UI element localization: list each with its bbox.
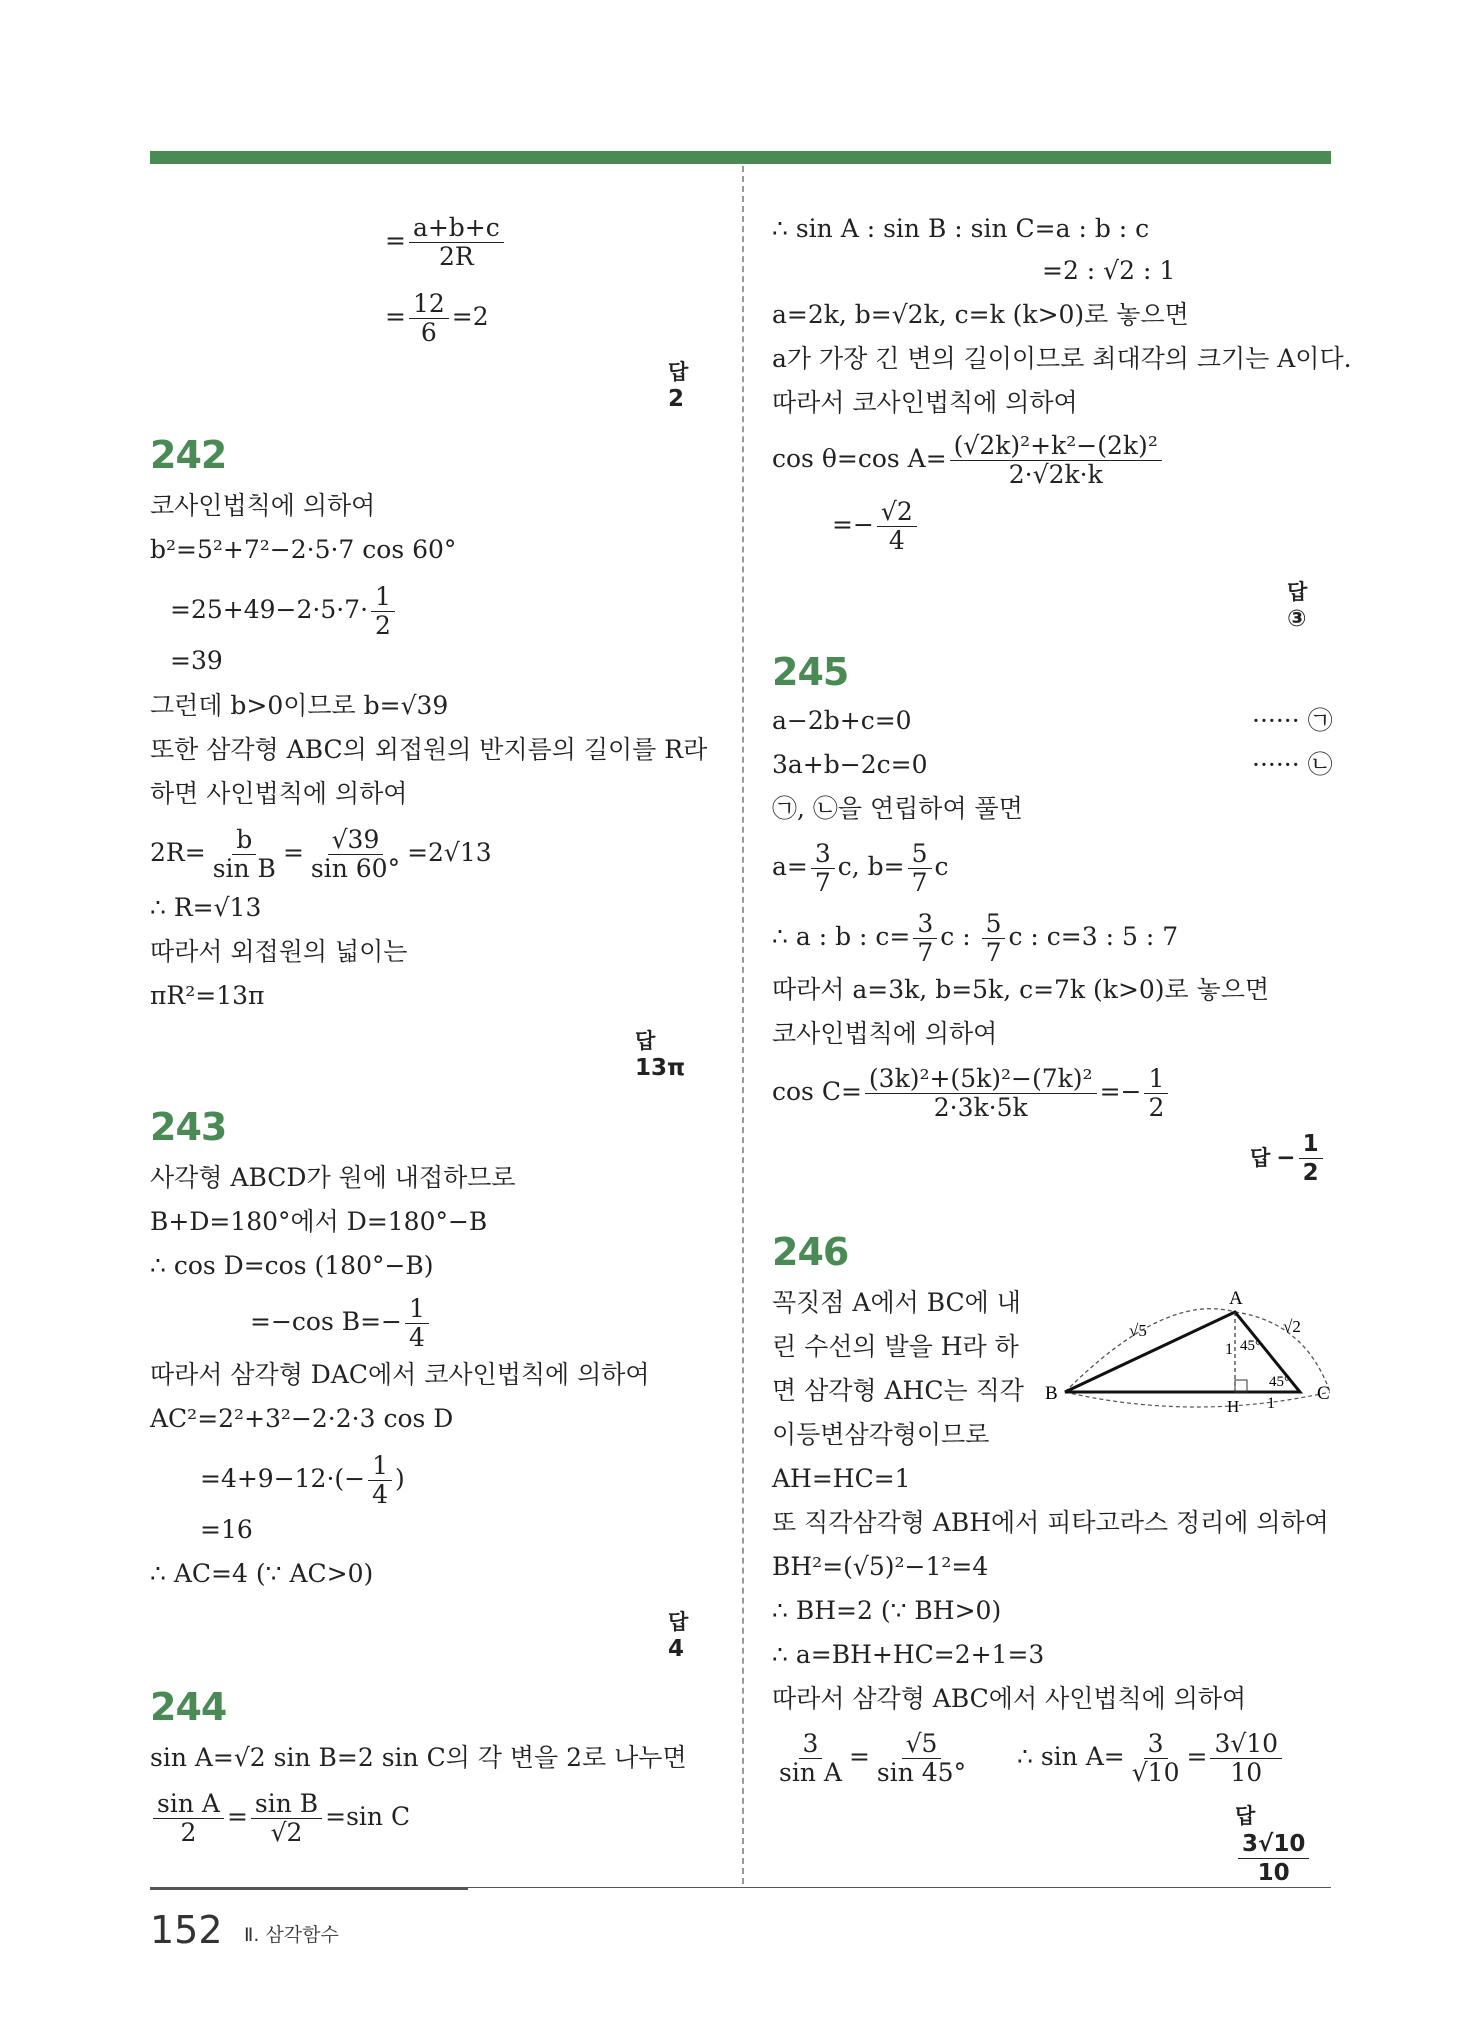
triangle-abc xyxy=(1065,1312,1300,1392)
eq-line: AC²=2²+3²−2·2·3 cos D xyxy=(150,1404,454,1433)
label-ah: 1 xyxy=(1225,1341,1233,1358)
text-line: 따라서 삼각형 ABC에서 사인법칙에 의하여 xyxy=(772,1684,1247,1713)
text-line: 따라서 외접원의 넓이는 xyxy=(150,937,408,966)
answer: 답13π xyxy=(635,1029,686,1081)
eq-line: 2R= $\frac{b}{\text{sin B}}$ = $\frac{√39}{\sin 60^\circ}$ =2√13 xyxy=(150,825,492,883)
label-hc: 1 xyxy=(1267,1395,1275,1412)
eq-line: ∴ BH=2 (∵ BH>0) xyxy=(772,1596,1002,1625)
triangle-figure xyxy=(1045,1282,1335,1412)
answer: 답 $\frac{3√10}{10}$ xyxy=(1235,1800,1332,1887)
answer: 답2 xyxy=(668,360,689,412)
label-ab: √5 xyxy=(1129,1321,1147,1340)
eq-line: =−cos B=− $\frac{1}{4}$ xyxy=(250,1295,432,1352)
label-h: H xyxy=(1227,1397,1240,1412)
eq-line: =2 : √2 : 1 xyxy=(1042,256,1176,285)
eq-line: = $\frac{a+b+c}{2R}$ xyxy=(385,214,507,271)
eq-line: ∴ cos D=cos (180°−B) xyxy=(150,1251,434,1280)
text-line: 린 수선의 발을 H라 하 xyxy=(772,1332,1019,1361)
label-c: C xyxy=(1317,1383,1330,1404)
eq-tag: ······ ㉠ xyxy=(1252,706,1333,735)
text-line: 따라서 삼각형 DAC에서 코사인법칙에 의하여 xyxy=(150,1360,650,1389)
page-number: 152 xyxy=(150,1908,223,1952)
right-angle-mark xyxy=(1235,1380,1247,1392)
label-ac: √2 xyxy=(1283,1317,1301,1336)
label-angle-a: 45° xyxy=(1240,1338,1261,1354)
column-divider xyxy=(742,166,744,1884)
eq-line: = $\frac{12}{6}$ =2 xyxy=(385,289,489,347)
text-line: 사각형 ABCD가 원에 내접하므로 xyxy=(150,1163,516,1192)
eq-line: a−2b+c=0 xyxy=(772,706,912,735)
problem-number: 245 xyxy=(772,650,849,694)
problem-number: 246 xyxy=(772,1230,849,1274)
eq-line: =16 xyxy=(200,1515,253,1544)
eq-line: ∴ R=√13 xyxy=(150,893,262,922)
eq-line: ∴ a : b : c= $\frac{3}{7}$ c : $\frac{5}{7}$ c : c=3 : 5 : 7 xyxy=(772,909,1179,967)
text-line: 또한 삼각형 ABC의 외접원의 반지름의 길이를 R라 xyxy=(150,735,708,764)
text-line: 면 삼각형 AHC는 직각 xyxy=(772,1376,1024,1405)
header-bar xyxy=(150,151,1331,164)
eq-line: =39 xyxy=(170,646,223,675)
arc-bc xyxy=(1065,1392,1330,1407)
text-line: 하면 사인법칙에 의하여 xyxy=(150,779,408,808)
eq-line: a= $\frac{3}{7}$ c, b= $\frac{5}{7}$ c xyxy=(772,839,949,897)
eq-line: sin A=√2 sin B=2 sin C의 각 변을 2로 나누면 xyxy=(150,1743,687,1772)
eq-line: $\frac{3}{\text{sin A}}$ = $\frac{√5}{\sin 45^\circ}$ xyxy=(779,1729,967,1787)
eq-line: a=2k, b=√2k, c=k (k>0)로 놓으면 xyxy=(772,300,1189,329)
footer-rule-thick xyxy=(150,1887,468,1890)
eq-line: AH=HC=1 xyxy=(772,1464,911,1493)
eq-line: =− $\frac{√2}{4}$ xyxy=(832,498,920,555)
eq-line: ∴ sin A= $\frac{3}{√10}$ = $\frac{3√10}{10}$ xyxy=(1017,1730,1285,1787)
problem-number: 244 xyxy=(150,1685,227,1729)
eq-line: πR²=13π xyxy=(150,981,265,1010)
eq-line: ∴ a=BH+HC=2+1=3 xyxy=(772,1640,1045,1669)
eq-line: =25+49−2·5·7· $\frac{1}{2}$ xyxy=(170,583,398,640)
eq-line: b²=5²+7²−2·5·7 cos 60° xyxy=(150,535,457,564)
text-line: ㉠, ㉡을 연립하여 풀면 xyxy=(772,794,1023,823)
label-angle-c: 45° xyxy=(1269,1374,1290,1390)
answer: 답4 xyxy=(668,1610,689,1662)
eq-line: ∴ sin A : sin B : sin C=a : b : c xyxy=(772,214,1150,243)
answer: 답③ xyxy=(1287,580,1308,632)
eq-line: 따라서 a=3k, b=5k, c=7k (k>0)로 놓으면 xyxy=(772,975,1270,1004)
text-line: 꼭짓점 A에서 BC에 내 xyxy=(772,1288,1021,1317)
eq-line: B+D=180°에서 D=180°−B xyxy=(150,1207,488,1236)
eq-line: cos θ=cos A= $\frac{\text{(√2k)²+k²−(2k)²}}{2\cdot√2k\cdot k}$ xyxy=(772,432,1165,489)
eq-line: =4+9−12·(− $\frac{1}{4}$ ) xyxy=(200,1451,405,1509)
chapter-title: Ⅱ. 삼각함수 xyxy=(244,1924,339,1946)
problem-number: 242 xyxy=(150,433,227,477)
text-line: 이등변삼각형이므로 xyxy=(772,1420,990,1449)
text-line: a가 가장 긴 변의 길이이므로 최대각의 크기는 A이다. xyxy=(772,344,1352,373)
eq-tag: ······ ㉡ xyxy=(1252,750,1333,779)
eq-line: BH²=(√5)²−1²=4 xyxy=(772,1552,989,1581)
text-line: 그런데 b>0이므로 b=√39 xyxy=(150,691,449,720)
answer: 답 − $\frac{1}{2}$ xyxy=(1250,1130,1326,1187)
problem-number: 243 xyxy=(150,1105,227,1149)
eq-line: 3a+b−2c=0 xyxy=(772,750,928,779)
label-b: B xyxy=(1045,1383,1058,1404)
text-line: 코사인법칙에 의하여 xyxy=(150,491,376,520)
label-a: A xyxy=(1229,1288,1243,1309)
text-line: 코사인법칙에 의하여 xyxy=(772,1019,998,1048)
text-line: 또 직각삼각형 ABH에서 피타고라스 정리에 의하여 xyxy=(772,1508,1329,1537)
eq-line: ∴ AC=4 (∵ AC>0) xyxy=(150,1559,374,1588)
text-line: 따라서 코사인법칙에 의하여 xyxy=(772,388,1078,417)
eq-line: $\frac{\text{sin A}}{2}$ = $\frac{\text{sin B}}{√2}$ =sin C xyxy=(150,1790,410,1847)
eq-line: cos C= $\frac{\text{(3k)²+(5k)²−(7k)²}}{2\cdot 3k\cdot 5k}$ =− $\frac{1}{2}$ xyxy=(772,1065,1171,1122)
